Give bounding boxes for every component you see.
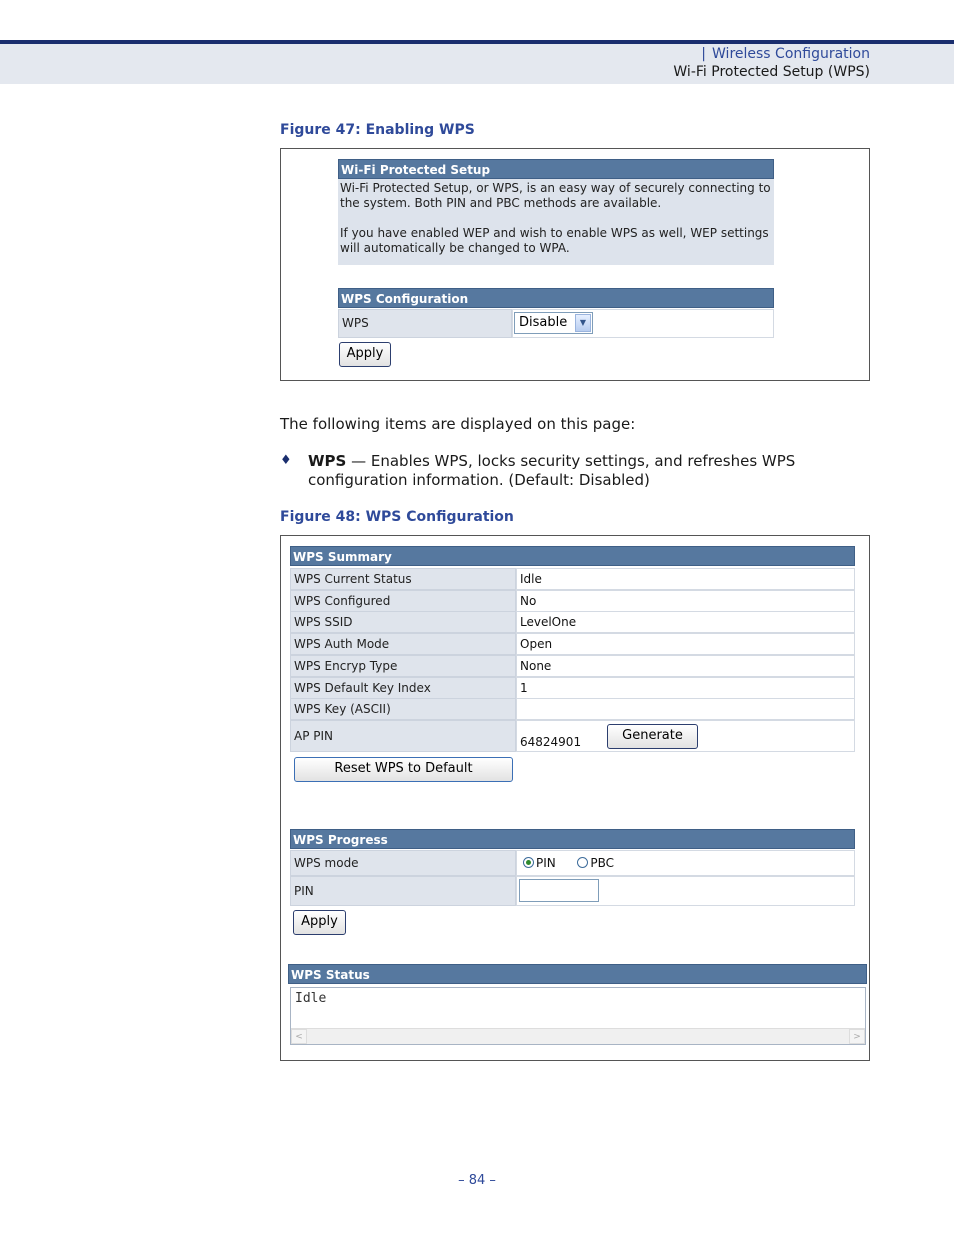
header-separator: | [701, 46, 707, 62]
wps-select-value: Disable [519, 315, 568, 330]
wifi-setup-info [338, 179, 774, 265]
scroll-right-icon[interactable]: > [849, 1029, 865, 1044]
header-section [701, 46, 870, 62]
pbc-radio-label: PBC [590, 856, 615, 870]
summary-row-value: No [516, 590, 855, 612]
summary-row-label: WPS Auth Mode [290, 633, 516, 655]
reset-wps-button[interactable]: Reset WPS to Default [294, 757, 513, 782]
generate-button[interactable]: Generate [607, 724, 698, 749]
summary-row-label: WPS Default Key Index [290, 677, 516, 699]
figure-47-caption: Figure 47: Enabling WPS [280, 122, 475, 138]
scroll-left-icon[interactable]: < [291, 1029, 307, 1044]
header-subsection: Wi-Fi Protected Setup (WPS) [673, 64, 870, 80]
summary-row-value: None [516, 655, 855, 677]
wps-label: WPS [338, 309, 512, 338]
summary-row-label: WPS Configured [290, 590, 516, 612]
wifi-setup-title: Wi-Fi Protected Setup [338, 159, 774, 179]
summary-row-value: Idle [516, 568, 855, 590]
wifi-setup-para2: If you have enabled WEP and wish to enable WPS as well, WEP settings will automatically be changed to WPA. [340, 226, 769, 255]
summary-row-value: Open [516, 633, 855, 655]
summary-row-value: 1 [516, 677, 855, 699]
wps-config-title: WPS Configuration [338, 288, 774, 308]
pin-label: PIN [290, 876, 516, 906]
wps-progress-title: WPS Progress [290, 829, 855, 849]
status-scrollbar[interactable] [291, 1028, 865, 1044]
header-section-title: Wireless Configuration [712, 46, 870, 62]
summary-row-label: WPS Key (ASCII) [290, 698, 516, 720]
pin-radio[interactable] [523, 857, 534, 868]
summary-row-label: WPS Current Status [290, 568, 516, 590]
chevron-down-icon: ▼ [575, 314, 591, 332]
apply-button[interactable]: Apply [339, 342, 391, 367]
intro-text: The following items are displayed on this page: [280, 415, 636, 433]
wps-mode-cell [516, 850, 855, 876]
ap-pin-label: AP PIN [290, 720, 516, 752]
wifi-setup-para1: Wi-Fi Protected Setup, or WPS, is an easy way of securely connecting to the system. Both PIN and PBC methods are available. [340, 181, 771, 210]
summary-row-value [516, 698, 855, 720]
wps-description [308, 452, 795, 490]
wps-status-text: Idle [295, 991, 327, 1006]
progress-apply-button[interactable]: Apply [293, 910, 346, 935]
figure-48-caption: Figure 48: WPS Configuration [280, 509, 514, 525]
wps-term: WPS [308, 452, 347, 470]
summary-row-value: LevelOne [516, 611, 855, 633]
figure-48-box [280, 535, 870, 1061]
wps-status-title: WPS Status [288, 964, 867, 984]
wps-summary-title: WPS Summary [290, 546, 855, 566]
diamond-bullet-icon: ♦ [280, 453, 292, 468]
summary-row-label: WPS Encryp Type [290, 655, 516, 677]
wps-description-line1: — Enables WPS, locks security settings, and refreshes WPS [346, 452, 796, 470]
wps-description-line2: configuration information. (Default: Disabled) [308, 471, 650, 489]
summary-row-label: WPS SSID [290, 611, 516, 633]
pin-radio-label: PIN [536, 856, 556, 870]
pin-input[interactable] [519, 879, 599, 902]
wps-select[interactable] [514, 312, 593, 334]
pbc-radio[interactable] [577, 857, 588, 868]
wps-mode-label: WPS mode [290, 850, 516, 876]
ap-pin-value: 64824901 [520, 735, 582, 749]
page-number: – 84 – [458, 1173, 496, 1188]
figure-47-box [280, 148, 870, 381]
